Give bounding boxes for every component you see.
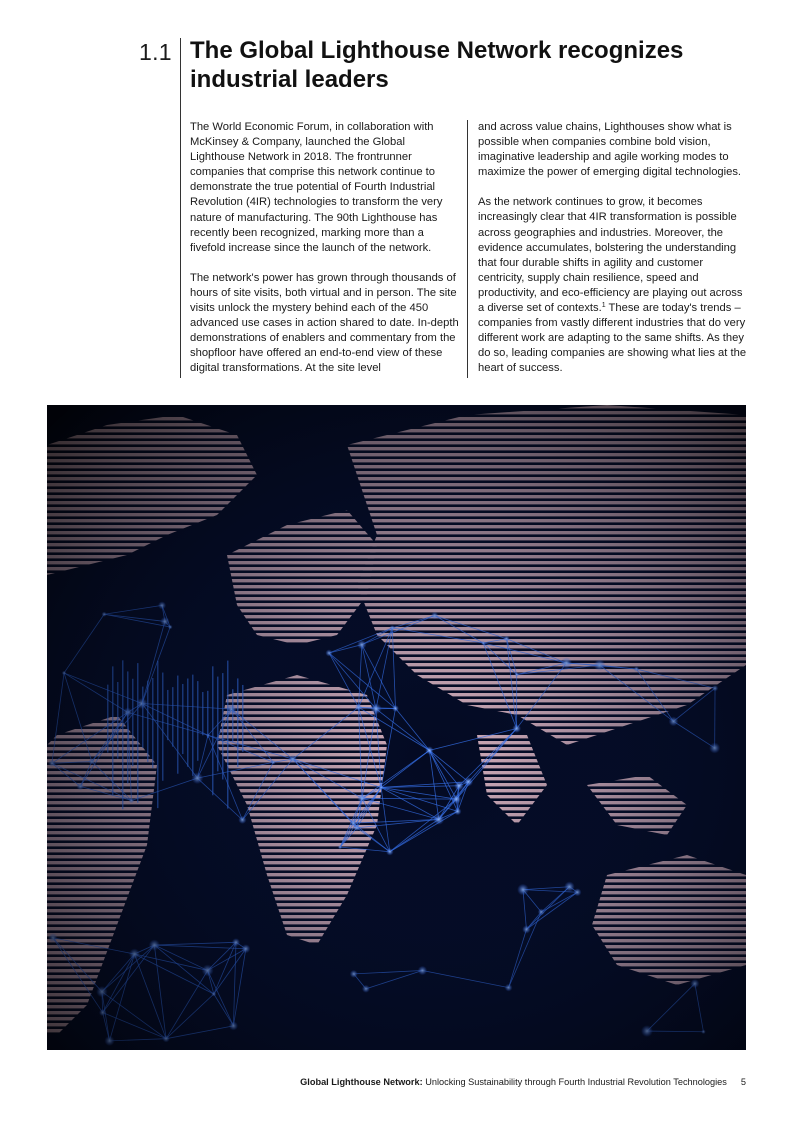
- section-number: 1.1: [139, 39, 172, 65]
- page-number: 5: [740, 1077, 746, 1087]
- paragraph: and across value chains, Lighthouses show what is possible when companies combine bold vision, imaginative leadership and agile working modes to maximize the power of emerging digital technologies.: [478, 121, 742, 179]
- body-column-right: [478, 120, 750, 392]
- footer-publication: Global Lighthouse Network:: [300, 1077, 423, 1087]
- title-rule: [180, 38, 181, 378]
- page-title: The Global Lighthouse Network recognizes industrial leaders: [190, 37, 684, 93]
- body-column-left: [190, 120, 462, 392]
- world-map-network-icon: [47, 405, 746, 1050]
- world-map-network-image: [47, 405, 746, 1050]
- paragraph-text: As the network continues to grow, it becomes increasingly clear that 4IR transformation is possible across geographies and industries. Moreover, the evidence accumulates, bolstering the understanding that four durable shifts in agility and customer centricity, supply chain resilience, speed and productivity, and eco-efficiency are playing out across a diverse set of contexts.: [478, 196, 743, 315]
- paragraph: [478, 195, 750, 376]
- footnote-ref[interactable]: 1: [601, 302, 606, 310]
- paragraph-text: These are today's trends – companies from vastly different industries that do very different work are adapting to the same shifts. As they do so, leading companies are showing what lies at the heart of success.: [478, 302, 747, 375]
- footer-subtitle: Unlocking Sustainability through Fourth Industrial Revolution Technologies: [422, 1077, 727, 1087]
- paragraph: The network's power has grown through thousands of hours of site visits, both virtual and in person. The site visits unlock the mystery behind each of the 450 advanced use cases in action shared to date. In-depth demonstrations of enablers and commentary from the shopfloor have offered an end-to-end view of these digital transformations. At the site level: [190, 271, 459, 375]
- column-rule: [467, 120, 468, 378]
- paragraph: The World Economic Forum, in collaboration with McKinsey & Company, launched the Global Lighthouse Network in 2018. The frontrunner companies that comprise this network continue to demonstrate the true potential of Fourth Industrial Revolution (4IR) technologies to transform the very nature of manufacturing. The 90th Lighthouse has recently been recognized, marking more than a fivefold increase since the launch of the network.: [190, 121, 443, 254]
- page-footer: [200, 1077, 746, 1087]
